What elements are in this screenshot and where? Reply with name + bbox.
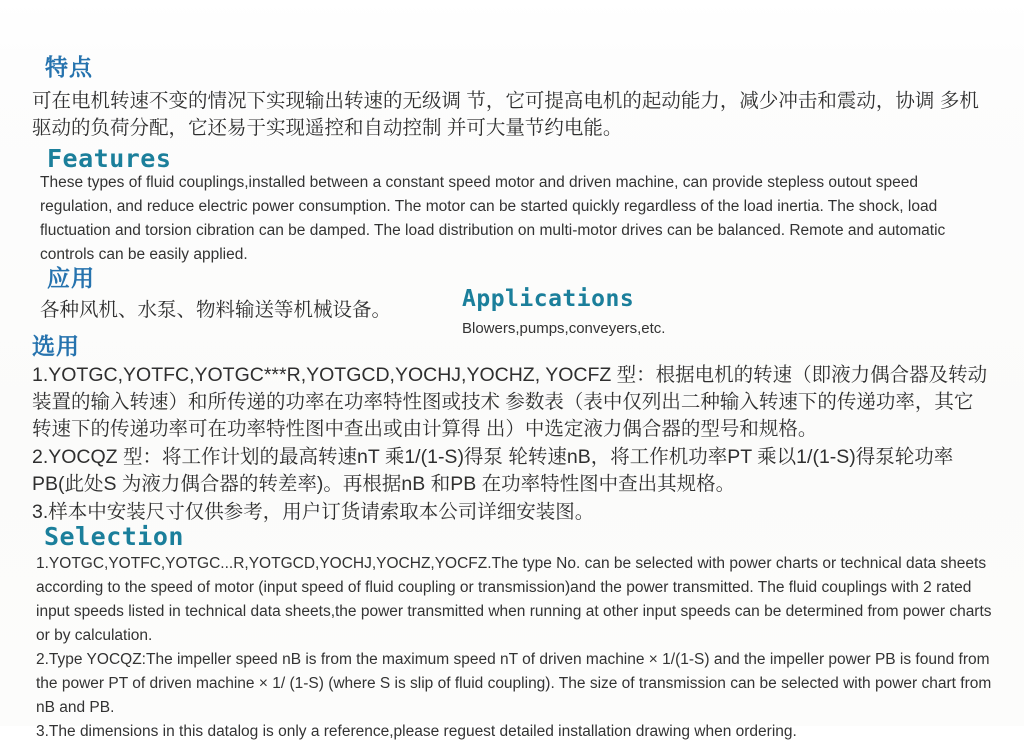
- applications-heading-cn: 应用: [47, 265, 95, 291]
- selection-item-cn: 2.YOCQZ 型：将工作计划的最高转速nT 乘1/(1-S)得泵 轮转速nB，将工作机功率PT 乘以1/(1-S)得泵轮功率PB(此处S 为液力偶合器的转差率)。再根据nB 和PB 在功率特性图中查出其规格。: [32, 446, 954, 495]
- selection-item-en: 1.YOTGC,YOTFC,YOTGC...R,YOTGCD,YOCHJ,YOCHZ,YOCFZ.The type No. can be selected with power charts or technical data sheets according to the speed of motor (input speed of fluid coupling or transmission)and the power transmitted. The fluid couplings with 2 rated input speeds listed in technical data sheets,the power transmitted when running at other input speeds can be determined from power charts or by calculation.: [36, 555, 992, 644]
- selection-list-en: [36, 552, 994, 744]
- selection-heading-en: Selection: [44, 522, 184, 551]
- selection-heading-cn: 选用: [32, 333, 80, 359]
- applications-heading-en: Applications: [462, 286, 635, 312]
- selection-item-en: 3.The dimensions in this datalog is only a reference,please reguest detailed installation drawing when ordering.: [36, 723, 797, 740]
- features-heading-en: Features: [47, 144, 172, 173]
- selection-list-cn: [32, 362, 994, 527]
- features-paragraph-en: These types of fluid couplings,installed between a constant speed motor and driven machine, can provide stepless outout speed regulation, and reduce electric power consumption. The motor can be started quickly regardless of the load inertia. The shock, load fluctuation and torsion cibration can be damped. The load distribution on multi-motor drives can be balanced. Remote and automatic controls can be easily applied.: [40, 174, 946, 263]
- selection-item-cn: 1.YOTGC,YOTFC,YOTGC***R,YOTGCD,YOCHJ,YOCHZ, YOCFZ 型：根据电机的转速（即液力偶合器及转动装置的输入转速）和所传递的功率在功率特性图或技术 参数表（表中仅列出二种输入转速下的传递功率，其它 转速下的传递功率可在功率特性图中查出或由计算得 出）中选定液力偶合器的型号和规格。: [32, 364, 988, 440]
- selection-item-cn: 3.样本中安装尺寸仅供参考，用户订货请索取本公司详细安装图。: [32, 501, 595, 523]
- selection-item-en: 2.Type YOCQZ:The impeller speed nB is from the maximum speed nT of driven machine × 1/(1-S) and the impeller power PB is found from the power PT of driven machine × 1/ (1-S) (where S is slip of fluid coupling). The size of transmission can be selected with power chart from nB and PB.: [36, 651, 992, 716]
- applications-paragraph-en: Blowers,pumps,conveyers,etc.: [462, 320, 666, 337]
- features-heading-cn: 特点: [45, 54, 93, 80]
- applications-paragraph-cn: 各种风机、水泵、物料输送等机械设备。: [40, 299, 392, 321]
- features-paragraph-cn: 可在电机转速不变的情况下实现输出转速的无级调 节，它可提高电机的起动能力，减少冲击和震动，协调 多机驱动的负荷分配，它还易于实现遥控和自动控制 并可大量节约电能。: [32, 90, 979, 139]
